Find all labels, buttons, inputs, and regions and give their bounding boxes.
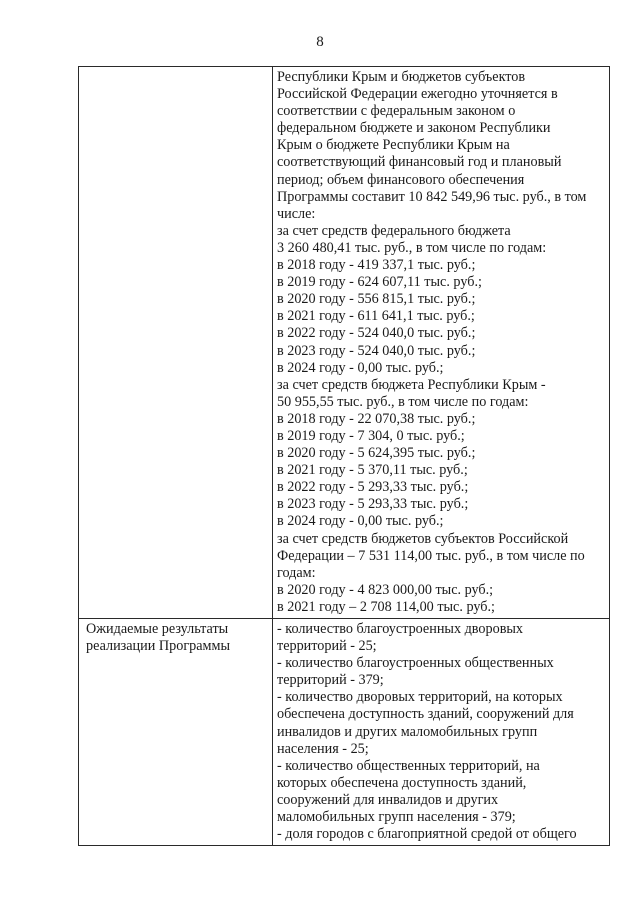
text-line: федеральном бюджете и законом Республики <box>277 120 551 137</box>
text-line: которых обеспечена доступность зданий, <box>277 774 527 791</box>
text-line: соответствии с федеральным законом о <box>277 103 516 120</box>
text-line: в 2022 году - 524 040,0 тыс. руб.; <box>277 325 476 342</box>
text-line: период; объем финансового обеспечения <box>277 171 525 188</box>
text-line: Программы составит 10 842 549,96 тыс. руб., в том <box>277 188 587 205</box>
text-line: территорий - 379; <box>277 672 384 689</box>
text-line: - количество благоустроенных общественных <box>277 655 554 672</box>
text-line: за счет средств бюджета Республики Крым - <box>277 376 546 393</box>
text-line: соответствующий финансовый год и плановый <box>277 154 562 171</box>
text-line: в 2020 году - 556 815,1 тыс. руб.; <box>277 291 476 308</box>
text-line: обеспечена доступность зданий, сооружений для <box>277 706 574 723</box>
text-line: в 2020 году - 5 624,395 тыс. руб.; <box>277 445 476 462</box>
text-line: Ожидаемые результаты <box>86 621 229 637</box>
text-line: в 2021 году – 2 708 114,00 тыс. руб.; <box>277 598 495 615</box>
text-line: Крым о бюджете Республики Крым на <box>277 137 510 154</box>
text-line: за счет средств федерального бюджета <box>277 222 511 239</box>
financing-text-cell <box>273 67 610 619</box>
page-number: 8 <box>316 34 324 50</box>
text-line: в 2019 году - 624 607,11 тыс. руб.; <box>277 274 482 291</box>
text-line: - количество общественных территорий, на <box>277 757 540 774</box>
text-line: в 2022 году - 5 293,33 тыс. руб.; <box>277 479 469 496</box>
text-line: в 2023 году - 524 040,0 тыс. руб.; <box>277 342 476 359</box>
text-line: годам: <box>277 564 316 581</box>
text-line: маломобильных групп населения - 379; <box>277 809 516 826</box>
text-line: 3 260 480,41 тыс. руб., в том числе по годам: <box>277 239 547 256</box>
text-line: в 2018 году - 22 070,38 тыс. руб.; <box>277 410 476 427</box>
text-line: 50 955,55 тыс. руб., в том числе по годам: <box>277 393 529 410</box>
table-row-expected-results <box>79 619 610 846</box>
text-line: в 2019 году - 7 304, 0 тыс. руб.; <box>277 427 465 444</box>
text-line: в 2021 году - 5 370,11 тыс. руб.; <box>277 462 468 479</box>
row-label-cell <box>79 67 273 619</box>
text-line: в 2018 году - 419 337,1 тыс. руб.; <box>277 257 476 274</box>
text-line: Федерации – 7 531 114,00 тыс. руб., в том числе по <box>277 547 585 564</box>
text-line: в 2021 году - 611 641,1 тыс. руб.; <box>277 308 475 325</box>
text-line: Российской Федерации ежегодно уточняется в <box>277 86 558 103</box>
text-line: сооружений для инвалидов и других <box>277 791 499 808</box>
expected-results-text-cell <box>273 619 610 846</box>
text-line: в 2023 году - 5 293,33 тыс. руб.; <box>277 496 469 513</box>
text-line: инвалидов и других маломобильных групп <box>277 723 538 740</box>
text-line: в 2020 году - 4 823 000,00 тыс. руб.; <box>277 581 494 598</box>
text-line: числе: <box>277 205 316 222</box>
text-line: - доля городов с благоприятной средой от общего <box>277 826 577 843</box>
text-line: Республики Крым и бюджетов субъектов <box>277 69 526 85</box>
text-line: в 2024 году - 0,00 тыс. руб.; <box>277 359 444 376</box>
text-line: - количество дворовых территорий, на которых <box>277 689 563 706</box>
expected-results-label-cell <box>79 619 273 846</box>
text-line: территорий - 25; <box>277 638 377 655</box>
table-row-financing <box>79 67 610 619</box>
text-line: населения - 25; <box>277 740 369 757</box>
program-passport-table <box>78 66 610 846</box>
text-line: - количество благоустроенных дворовых <box>277 621 524 637</box>
text-line: за счет средств бюджетов субъектов Российской <box>277 530 569 547</box>
text-line: реализации Программы <box>86 638 231 655</box>
text-line: в 2024 году - 0,00 тыс. руб.; <box>277 513 444 530</box>
